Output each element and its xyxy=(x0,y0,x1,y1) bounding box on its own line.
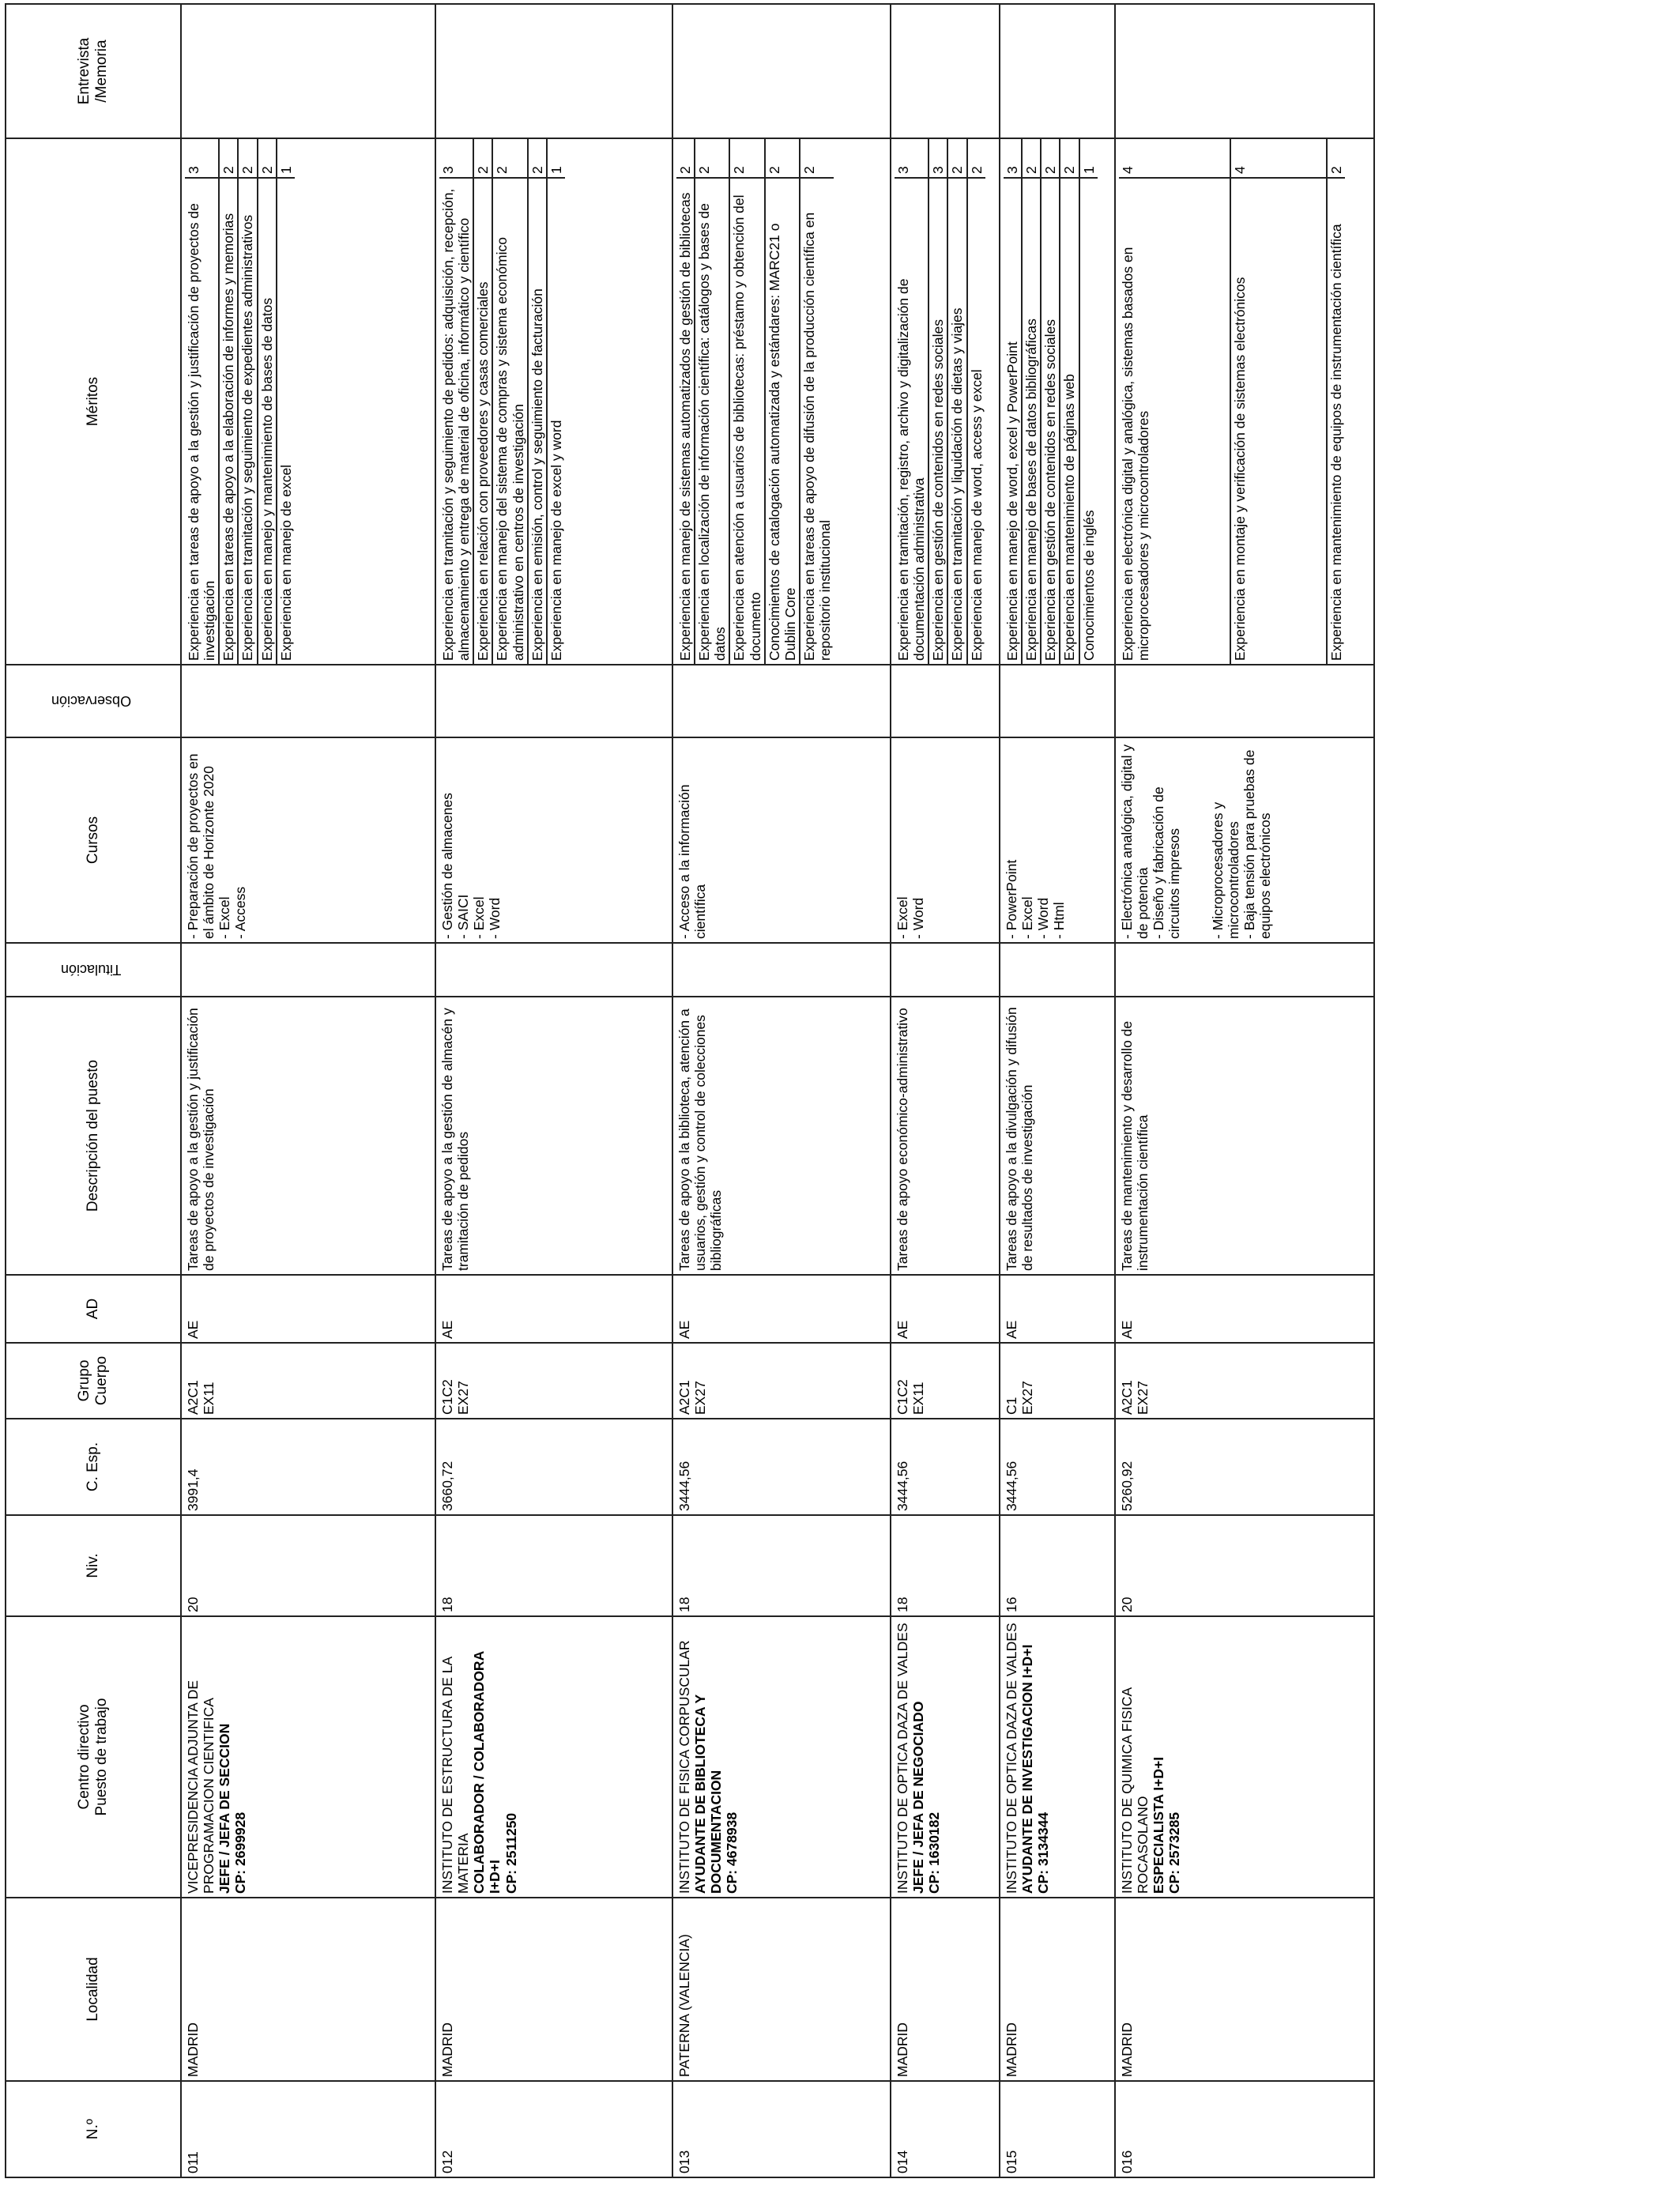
merit-text: Experiencia en manejo de bases de datos bibliográficas xyxy=(1023,319,1040,661)
merit-text: Experiencia en tareas de apoyo de difusión de la producción científica en repositorio institucional xyxy=(800,212,833,661)
cell-titulacion xyxy=(672,943,891,997)
merit-item xyxy=(277,139,295,664)
cell-meritos xyxy=(1000,138,1115,665)
merit-item xyxy=(185,139,220,664)
cell-localidad: MADRID xyxy=(891,1898,1000,2081)
centro-name: INSTITUTO DE OPTICA DAZA DE VALDES xyxy=(1004,1623,1019,1894)
curso-item: - Baja tensión para pruebas de equipos electrónicos xyxy=(1241,749,1273,939)
merit-score: 2 xyxy=(948,139,966,179)
puesto-name: AYUDANTE DE INVESTIGACION I+D+I xyxy=(1019,1644,1036,1894)
cell-entrevista xyxy=(891,4,1000,138)
cell-entrevista xyxy=(435,4,672,138)
cuerpo: EX11 xyxy=(201,1382,217,1415)
merit-text: Experiencia en manejo de excel xyxy=(277,464,294,661)
curso-item: - Word xyxy=(487,897,503,939)
merit-score: 3 xyxy=(1004,139,1021,179)
merit-score: 2 xyxy=(730,139,763,179)
merit-text: Experiencia en emisión, control y seguimiento de facturación xyxy=(529,288,545,661)
cell-ad: AE xyxy=(891,1275,1000,1343)
cell-centro xyxy=(435,1616,672,1898)
cell-titulacion xyxy=(1000,943,1115,997)
cell-num: 014 xyxy=(891,2081,1000,2177)
cuerpo: EX27 xyxy=(1019,1381,1036,1415)
merit-score: 2 xyxy=(258,139,276,179)
merit-text: Experiencia en gestión de contenidos en redes sociales xyxy=(930,319,947,661)
merit-item xyxy=(1119,139,1231,664)
merit-text: Experiencia en manejo y mantenimiento de bases de datos xyxy=(258,297,275,661)
cell-num: 013 xyxy=(672,2081,891,2177)
curso-item: - Preparación de proyectos en el ámbito de Horizonte 2020 xyxy=(185,753,217,939)
curso-item: - Excel xyxy=(217,896,233,939)
cell-centro xyxy=(1115,1616,1374,1898)
cell-ad: AE xyxy=(181,1275,435,1343)
merit-text: Experiencia en tareas de apoyo a la gestión y justificación de proyectos de investigación xyxy=(186,203,218,661)
cell-grupo xyxy=(672,1343,891,1419)
cell-localidad: MADRID xyxy=(181,1898,435,2081)
cuerpo: EX27 xyxy=(455,1381,472,1415)
puesto-name: JEFE / JEFA DE SECCION xyxy=(217,1723,233,1894)
merit-item xyxy=(676,139,695,664)
merit-item xyxy=(239,139,258,664)
curso-item: - Excel xyxy=(895,896,910,939)
cell-observacion xyxy=(891,665,1000,737)
merit-text: Experiencia en tramitación y seguimiento de expedientes administrativos xyxy=(239,214,256,661)
cell-ad: AE xyxy=(435,1275,672,1343)
cp-code: CP: 2699928 xyxy=(232,1811,249,1894)
cell-centro xyxy=(891,1616,1000,1898)
cell-grupo xyxy=(1115,1343,1374,1419)
curso-group xyxy=(1210,741,1274,939)
merit-item xyxy=(766,139,800,664)
merit-score: 4 xyxy=(1119,139,1230,179)
merit-score: 2 xyxy=(1023,139,1040,179)
cuerpo: EX27 xyxy=(692,1381,709,1415)
merit-text: Experiencia en manejo de excel y word xyxy=(548,420,564,661)
merit-score: 3 xyxy=(439,139,473,179)
cell-cursos xyxy=(181,737,435,943)
cell-ad: AE xyxy=(672,1275,891,1343)
merit-item xyxy=(929,139,948,664)
cell-localidad: PATERNA (VALENCIA) xyxy=(672,1898,891,2081)
cell-cursos xyxy=(891,737,1000,943)
cell-meritos xyxy=(891,138,1000,665)
merit-score: 2 xyxy=(766,139,799,179)
centro-name: VICEPRESIDENCIA ADJUNTA DE PROGRAMACION CIENTIFICA xyxy=(185,1679,217,1894)
cell-ad: AE xyxy=(1000,1275,1115,1343)
curso-item: - Word xyxy=(910,897,927,939)
cell-cursos xyxy=(435,737,672,943)
cell-localidad: MADRID xyxy=(1115,1898,1374,2081)
merit-score: 2 xyxy=(968,139,985,179)
table-row xyxy=(181,4,435,2177)
cell-meritos xyxy=(1115,138,1374,665)
header-cursos: Cursos xyxy=(6,737,181,943)
cell-centro xyxy=(672,1616,891,1898)
cell-num: 011 xyxy=(181,2081,435,2177)
cell-cursos xyxy=(1000,737,1115,943)
merit-item xyxy=(800,139,834,664)
merit-text: Experiencia en tareas de apoyo a la elaboración de informes y memorias xyxy=(220,213,237,661)
merit-text: Experiencia en tramitación y seguimiento de pedidos: adquisición, recepción, almacenamiento y entrega de material de oficina, informático y científico xyxy=(440,188,473,661)
merit-score: 2 xyxy=(676,139,694,179)
curso-item: - Access xyxy=(232,886,249,939)
merit-score: 4 xyxy=(1231,139,1326,179)
cell-titulacion xyxy=(1115,943,1374,997)
merit-score: 3 xyxy=(929,139,947,179)
table-row xyxy=(1115,4,1374,2177)
merit-item xyxy=(1004,139,1023,664)
grupo: A2C1 xyxy=(676,1380,692,1415)
merit-score: 2 xyxy=(239,139,256,179)
cp-code: CP: 1630182 xyxy=(926,1811,943,1894)
merit-text: Experiencia en manejo del sistema de compras y sistema económico administrativo en centros de investigación xyxy=(494,237,526,661)
merit-score: 2 xyxy=(1328,139,1345,179)
cell-meritos xyxy=(435,138,672,665)
cell-descripcion: Tareas de mantenimiento y desarrollo de instrumentación científica xyxy=(1115,997,1374,1275)
merit-score: 2 xyxy=(1042,139,1059,179)
cell-observacion xyxy=(1115,665,1374,737)
cell-centro xyxy=(1000,1616,1115,1898)
curso-item: - Html xyxy=(1051,902,1068,939)
cell-nivel: 20 xyxy=(181,1515,435,1616)
cell-cursos xyxy=(672,737,891,943)
merit-score: 2 xyxy=(220,139,237,179)
cell-cesp: 3660,72 xyxy=(435,1419,672,1515)
merit-text: Conocimientos de catalogación automatizada y estándares: MARC21 o Dublin Core xyxy=(766,223,798,661)
header-grupo: Grupo Cuerpo xyxy=(6,1343,181,1419)
merit-text: Experiencia en relación con proveedores y casas comerciales xyxy=(475,281,492,661)
curso-item: - Electrónica analógica, digital y de potencia xyxy=(1119,744,1151,939)
cp-code: CP: 2573285 xyxy=(1166,1811,1183,1894)
merit-item xyxy=(1231,139,1328,664)
merit-item xyxy=(258,139,277,664)
merit-score: 2 xyxy=(474,139,492,179)
merit-text: Experiencia en manejo de sistemas automatizados de gestión de bibliotecas xyxy=(677,192,693,661)
table-row xyxy=(891,4,1000,2177)
puesto-name: JEFE / JEFA DE NEGOCIADO xyxy=(910,1701,927,1894)
cell-centro xyxy=(181,1616,435,1898)
cell-entrevista xyxy=(181,4,435,138)
cell-entrevista xyxy=(1000,4,1115,138)
cell-grupo xyxy=(1000,1343,1115,1419)
merit-score: 2 xyxy=(800,139,834,179)
header-meritos: Méritos xyxy=(6,138,181,665)
merit-score: 1 xyxy=(277,139,295,179)
merit-item xyxy=(220,139,239,664)
cell-observacion xyxy=(672,665,891,737)
merit-text: Experiencia en tramitación, registro, archivo y digitalización de documentación administrativa xyxy=(895,278,928,661)
merit-score: 2 xyxy=(493,139,526,179)
cell-localidad: MADRID xyxy=(435,1898,672,2081)
merit-score: 2 xyxy=(1060,139,1078,179)
grupo: C1 xyxy=(1004,1397,1019,1415)
centro-name: INSTITUTO DE FISICA CORPUSCULAR xyxy=(676,1640,692,1894)
merit-text: Experiencia en manejo de word, excel y PowerPoint xyxy=(1004,341,1020,661)
cell-nivel: 18 xyxy=(891,1515,1000,1616)
cell-nivel: 16 xyxy=(1000,1515,1115,1616)
cell-cesp: 3444,56 xyxy=(1000,1419,1115,1515)
cell-grupo xyxy=(435,1343,672,1419)
grupo: A2C1 xyxy=(1119,1380,1135,1415)
merit-score: 1 xyxy=(548,139,565,179)
cell-descripcion: Tareas de apoyo a la gestión de almacén y tramitación de pedidos xyxy=(435,997,672,1275)
merit-item xyxy=(1060,139,1079,664)
merit-score: 3 xyxy=(185,139,218,179)
table-row xyxy=(435,4,672,2177)
cell-num: 012 xyxy=(435,2081,672,2177)
merit-score: 1 xyxy=(1080,139,1098,179)
curso-item: - Diseño y fabricación de circuitos impresos xyxy=(1151,786,1183,939)
merit-score: 3 xyxy=(895,139,928,179)
cell-cesp: 3444,56 xyxy=(672,1419,891,1515)
merit-item xyxy=(529,139,548,664)
merit-item xyxy=(695,139,730,664)
header-localidad: Localidad xyxy=(6,1898,181,2081)
cp-code: CP: 2511250 xyxy=(503,1812,519,1894)
header-descripcion: Descripción del puesto xyxy=(6,997,181,1275)
header-observacion: Observación xyxy=(6,665,181,737)
merit-item xyxy=(1080,139,1098,664)
merit-text: Conocimientos de inglés xyxy=(1080,510,1097,661)
merit-item xyxy=(1328,139,1345,664)
grupo: A2C1 xyxy=(185,1380,201,1415)
cell-cesp: 3991,4 xyxy=(181,1419,435,1515)
header-ad: AD xyxy=(6,1275,181,1343)
curso-item: - Acceso a la información científica xyxy=(676,784,709,939)
cell-cesp: 5260,92 xyxy=(1115,1419,1374,1515)
cuerpo: EX11 xyxy=(910,1382,927,1415)
cell-titulacion xyxy=(181,943,435,997)
cell-nivel: 18 xyxy=(435,1515,672,1616)
cell-nivel: 20 xyxy=(1115,1515,1374,1616)
merit-item xyxy=(474,139,493,664)
merit-text: Experiencia en mantenimiento de equipos de instrumentación científica xyxy=(1328,224,1344,661)
merit-text: Experiencia en manejo de word, access y excel xyxy=(968,369,985,661)
header-entrevista: Entrevista /Memoria xyxy=(6,4,181,138)
merit-item xyxy=(730,139,765,664)
merit-text: Experiencia en montaje y verificación de sistemas electrónicos xyxy=(1232,277,1248,661)
merit-item xyxy=(439,139,474,664)
cell-observacion xyxy=(1000,665,1115,737)
puesto-name: AYUDANTE DE BIBLIOTECA Y DOCUMENTACION xyxy=(692,1695,725,1894)
merit-score: 2 xyxy=(529,139,546,179)
puesto-name: COLABORADOR / COLABORADORA I+D+I xyxy=(471,1651,503,1894)
cell-observacion xyxy=(181,665,435,737)
curso-item: - Word xyxy=(1035,897,1052,939)
cell-meritos xyxy=(672,138,891,665)
header-nivel: Niv. xyxy=(6,1515,181,1616)
grupo: C1C2 xyxy=(439,1379,455,1415)
curso-item: - PowerPoint xyxy=(1004,859,1019,939)
cell-titulacion xyxy=(891,943,1000,997)
cell-ad: AE xyxy=(1115,1275,1374,1343)
cell-num: 016 xyxy=(1115,2081,1374,2177)
cell-num: 015 xyxy=(1000,2081,1115,2177)
merit-score: 2 xyxy=(695,139,729,179)
cell-descripcion: Tareas de apoyo a la divulgación y difusión de resultados de investigación xyxy=(1000,997,1115,1275)
puesto-name: ESPECIALISTA I+D+I xyxy=(1151,1756,1167,1894)
merit-text: Experiencia en tramitación y liquidación de dietas y viajes xyxy=(949,307,966,661)
curso-item: - Excel xyxy=(471,896,488,939)
curso-group xyxy=(1119,741,1183,939)
cell-grupo xyxy=(891,1343,1000,1419)
curso-item: - Excel xyxy=(1019,896,1036,939)
header-numero: N.º xyxy=(6,2081,181,2177)
cell-entrevista xyxy=(672,4,891,138)
cell-descripcion: Tareas de apoyo a la gestión y justificación de proyectos de investigación xyxy=(181,997,435,1275)
cp-code: CP: 4678938 xyxy=(724,1811,740,1894)
cell-grupo xyxy=(181,1343,435,1419)
jobs-table xyxy=(5,3,1375,2178)
merit-item xyxy=(968,139,985,664)
curso-item: - Gestión de almacenes xyxy=(439,793,455,939)
cell-observacion xyxy=(435,665,672,737)
merit-item xyxy=(1042,139,1060,664)
cell-descripcion: Tareas de apoyo económico-administrativo xyxy=(891,997,1000,1275)
merit-item xyxy=(493,139,528,664)
table-row xyxy=(672,4,891,2177)
cuerpo: EX27 xyxy=(1135,1381,1151,1415)
merit-text: Experiencia en localización de información científica: catálogos y bases de datos xyxy=(696,203,729,661)
merit-item xyxy=(948,139,967,664)
header-titulacion: Titulación xyxy=(6,943,181,997)
curso-item: - Microprocesadores y microcontroladores xyxy=(1209,801,1241,939)
merit-text: Experiencia en gestión de contenidos en redes sociales xyxy=(1042,319,1059,661)
centro-name: INSTITUTO DE ESTRUCTURA DE LA MATERIA xyxy=(439,1657,472,1894)
centro-name: INSTITUTO DE OPTICA DAZA DE VALDES xyxy=(895,1623,910,1894)
cell-titulacion xyxy=(435,943,672,997)
header-cesp: C. Esp. xyxy=(6,1419,181,1515)
merit-text: Experiencia en electrónica digital y analógica, sistemas basados en microprocesadores y microcontroladores xyxy=(1120,247,1152,661)
curso-item: - SAICI xyxy=(455,894,472,939)
merit-text: Experiencia en atención a usuarios de bibliotecas: préstamo y obtención del documento xyxy=(731,194,763,661)
cell-entrevista xyxy=(1115,4,1374,138)
cell-meritos xyxy=(181,138,435,665)
merit-item xyxy=(895,139,929,664)
cp-code: CP: 3134344 xyxy=(1035,1811,1052,1894)
merit-item xyxy=(1023,139,1042,664)
cell-descripcion: Tareas de apoyo a la biblioteca, atención a usuarios, gestión y control de colecciones bibliográficas xyxy=(672,997,891,1275)
header-row xyxy=(6,4,181,2177)
merit-text: Experiencia en mantenimiento de páginas web xyxy=(1061,374,1078,661)
grupo: C1C2 xyxy=(895,1379,910,1415)
cell-localidad: MADRID xyxy=(1000,1898,1115,2081)
centro-name: INSTITUTO DE QUIMICA FISICA ROCASOLANO xyxy=(1119,1687,1151,1894)
table-row xyxy=(1000,4,1115,2177)
cell-cursos xyxy=(1115,737,1374,943)
cell-nivel: 18 xyxy=(672,1515,891,1616)
header-centro: Centro directivo Puesto de trabajo xyxy=(6,1616,181,1898)
cell-cesp: 3444,56 xyxy=(891,1419,1000,1515)
merit-item xyxy=(548,139,565,664)
